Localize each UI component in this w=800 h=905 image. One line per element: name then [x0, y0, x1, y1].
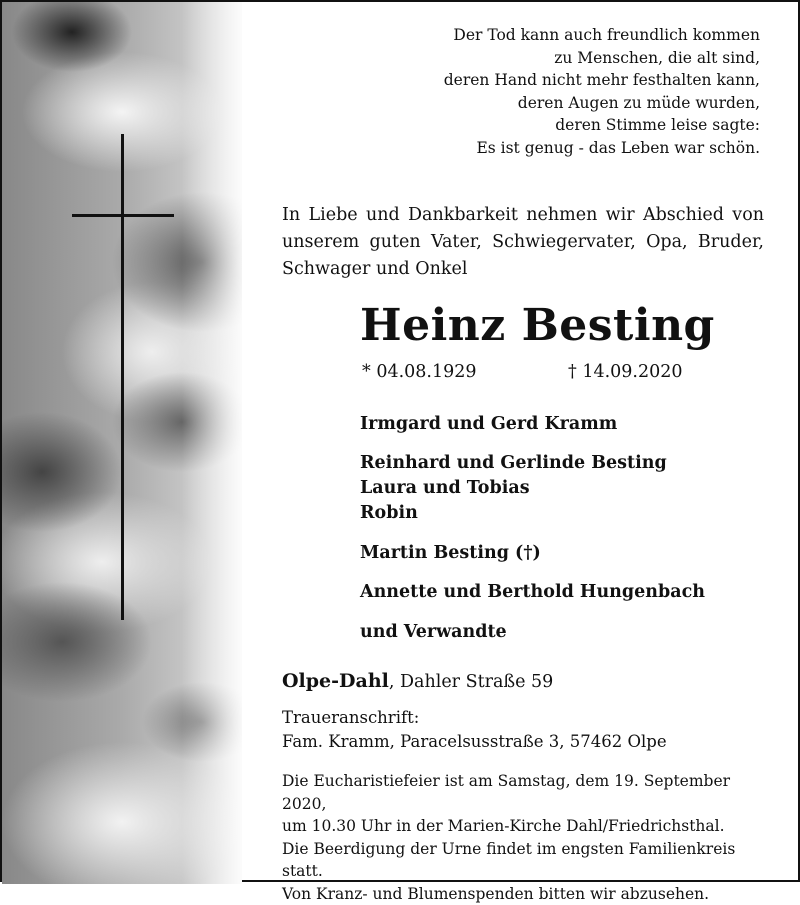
mourning-address: [282, 706, 667, 754]
intro-line: Schwager und Onkel: [282, 256, 764, 283]
notice-line: um 10.30 Uhr in der Marien-Kirche Dahl/Friedrichsthal.: [282, 815, 766, 838]
residence-town: Olpe-Dahl: [282, 670, 389, 692]
poem-line: deren Stimme leise sagte:: [340, 114, 760, 137]
mourner: Martin Besting (†): [360, 541, 541, 566]
birth-date: * 04.08.1929: [362, 360, 477, 384]
residence-street: , Dahler Straße 59: [389, 672, 553, 692]
intro-text: [282, 202, 764, 283]
intro-line: unserem guten Vater, Schwiegervater, Opa, Bruder,: [282, 229, 764, 256]
poem-line: Es ist genug - das Leben war schön.: [340, 137, 760, 160]
mourner: Reinhard und Gerlinde Besting: [360, 451, 667, 476]
mourning-address-label: Traueranschrift:: [282, 706, 667, 730]
mourning-address-value: Fam. Kramm, Paracelsusstraße 3, 57462 Olpe: [282, 730, 667, 754]
residence: [282, 668, 553, 695]
mourner: Robin: [360, 501, 418, 526]
mourner: Annette und Berthold Hungenbach: [360, 580, 705, 605]
notice-line: Die Beerdigung der Urne findet im engsten Familienkreis statt.: [282, 838, 766, 883]
deceased-name: Heinz Besting: [360, 300, 715, 352]
mourner: und Verwandte: [360, 620, 507, 645]
death-date: † 14.09.2020: [568, 360, 683, 384]
cross-icon-bar: [72, 214, 174, 217]
intro-line: In Liebe und Dankbarkeit nehmen wir Abschied von: [282, 202, 764, 229]
poem-line: deren Augen zu müde wurden,: [340, 92, 760, 115]
cross-icon: [121, 134, 124, 620]
poem-line: deren Hand nicht mehr festhalten kann,: [340, 69, 760, 92]
funeral-notice: [282, 770, 766, 905]
poem-line: zu Menschen, die alt sind,: [340, 47, 760, 70]
poem-line: Der Tod kann auch freundlich kommen: [340, 24, 760, 47]
poem: [340, 24, 760, 159]
notice-line: Von Kranz- und Blumenspenden bitten wir abzusehen.: [282, 883, 766, 905]
notice-line: Die Eucharistiefeier ist am Samstag, dem 19. September 2020,: [282, 770, 766, 815]
mourner: Laura und Tobias: [360, 476, 530, 501]
mourner: Irmgard und Gerd Kramm: [360, 412, 617, 437]
